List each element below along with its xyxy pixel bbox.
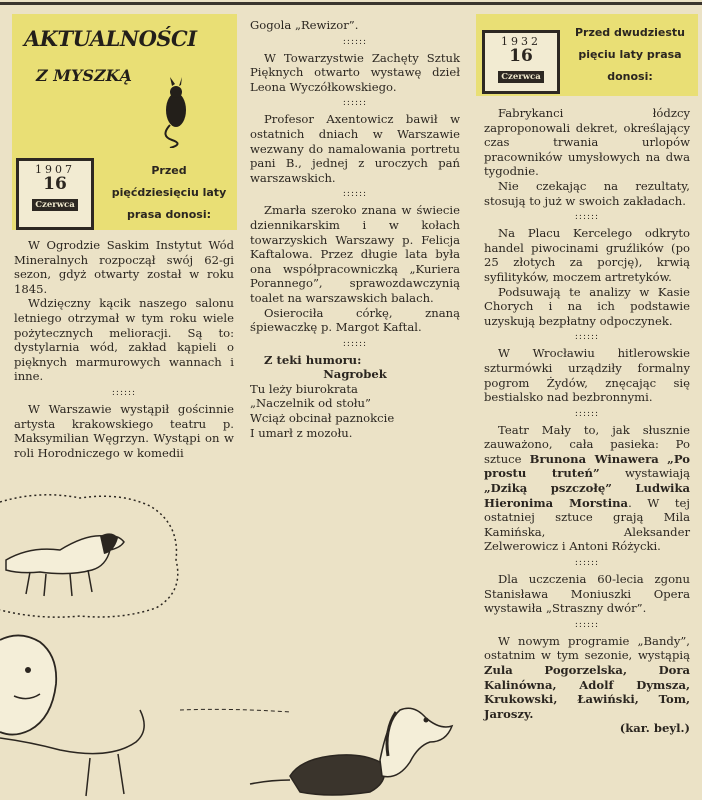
paragraph: Teatr Mały to, jak słusznie zauważono, cała pasieka: Po sztuce Brunona Winawera „Po prostu truteń” wystawiają „Dziką pszczołę” Ludwika Hieronima Morstina. W tej ostatniej sztuce grają Mila Kamińska, Aleksander Zelwerowicz i Antoni Różycki. (484, 422, 690, 554)
column-1 (14, 238, 234, 460)
date-box-1932: 1932 16 Czerwca (482, 30, 560, 94)
poem-line: I umarł z mozołu. (250, 425, 353, 440)
separator: :::::: (342, 98, 368, 109)
paragraph: W Ogrodzie Saskim Instytut Wód Mineralnych rozpoczął swój 62-gi sezon, gdyż otwarty został w roku 1845. (14, 238, 234, 296)
separator: :::::: (574, 332, 600, 343)
mouse-icon (150, 70, 196, 148)
paragraph: Dla uczczenia 60-lecia zgonu Stanisława Moniuszki Opera wystawiła „Straszny dwór”. (484, 572, 690, 616)
separator: :::::: (342, 36, 368, 47)
poem-title: Nagrobek (323, 367, 387, 382)
paragraph: Na Placu Kercelego odkryto handel piwocinami gruźlików (po 25 złotych za porcję), krwią syfilityków, moczem artretyków. (484, 226, 690, 284)
column-title: AKTUALNOŚCI (24, 26, 197, 51)
paragraph: Podsuwają te analizy w Kasie Chorych i na ich podstawie uzyskują bezpłatny odpoczynek. (484, 284, 690, 328)
paragraph: W Warszawie wystąpił gościnnie artysta krakowskiego teatru p. Maksymilian Węgrzyn. Wystąpi on w roli Horodniczego w komedii (14, 401, 234, 460)
dogs-illustration (0, 480, 480, 800)
paragraph: Zmarła szeroko znana w świecie dziennikarskim i w kołach towarzyskich Warszawy p. Felicja Kaftalowa. Przez długie lata była ona współpracowniczką „Kuriera Porannego”, sprawozdawczynią toalet na warszawskich balach. (250, 203, 460, 305)
paragraph: W Towarzystwie Zachęty Sztuk Pięknych otwarto wystawę dzieł Leona Wyczółkowskiego. (250, 50, 460, 94)
column-2 (250, 18, 460, 440)
separator: :::::: (574, 212, 600, 223)
paragraph: Nie czekając na rezultaty, stosują to już w swoich zakładach. (484, 178, 690, 208)
column-subtitle: Z MYSZKĄ (36, 66, 132, 85)
przed-label-left: Przed pięćdziesięciu laty prasa donosi: (111, 164, 227, 221)
column-3 (484, 106, 690, 736)
paragraph: Fabrykanci łódzcy zaproponowali dekret, określający czas trwania urlopów pracowników umysłowych na dwa tygodnie. (484, 106, 690, 179)
paragraph: Osierociła córkę, znaną śpiewaczkę p. Margot Kaftal. (250, 305, 460, 335)
paragraph: Gogola „Rewizor”. (250, 18, 359, 32)
przed-label-right: Przed dwudziestu pięciu laty prasa donosi: (574, 26, 686, 83)
paragraph: W Wrocławiu hitlerowskie szturmówki urządziły formalny pogrom Żydów, znęcając się bestialsko nad bezbronnymi. (484, 346, 690, 405)
separator: :::::: (574, 619, 600, 630)
separator: :::::: (574, 558, 600, 569)
poem-line: Wciąż obcinał paznokcie (250, 411, 395, 426)
separator: :::::: (342, 189, 368, 200)
poem-line: Tu leży biurokrata (250, 381, 358, 396)
signature: (kar. beyl.) (619, 721, 690, 736)
top-rule (0, 2, 702, 5)
paragraph: Wdzięczny kącik naszego salonu letniego otrzymał w tym roku wiele pożytecznych melioracji. Są to: dystylarnia wód, zakład kąpieli o pięknych marmurowych wannach i inne. (14, 296, 234, 384)
paragraph: W nowym programie „Bandy”, ostatnim w tym sezonie, wystąpią Zula Pogorzelska, Dora Kalinówna, Adolf Dymsza, Krukowski, Ławiński, Tom, Jaroszy. (484, 633, 690, 721)
separator: :::::: (574, 408, 600, 419)
humor-heading: Z teki humoru: (264, 352, 362, 367)
poem-line: „Naczelnik od stołu” (250, 396, 371, 411)
separator: :::::: (342, 338, 368, 349)
separator: :::::: (111, 387, 137, 398)
date-box-1907: 1907 16 Czerwca (16, 158, 94, 230)
paragraph: Profesor Axentowicz bawił w ostatnich dniach w Warszawie wezwany do namalowania portretu pani B., jednej z uroczych pań warszawskich. (250, 112, 460, 185)
